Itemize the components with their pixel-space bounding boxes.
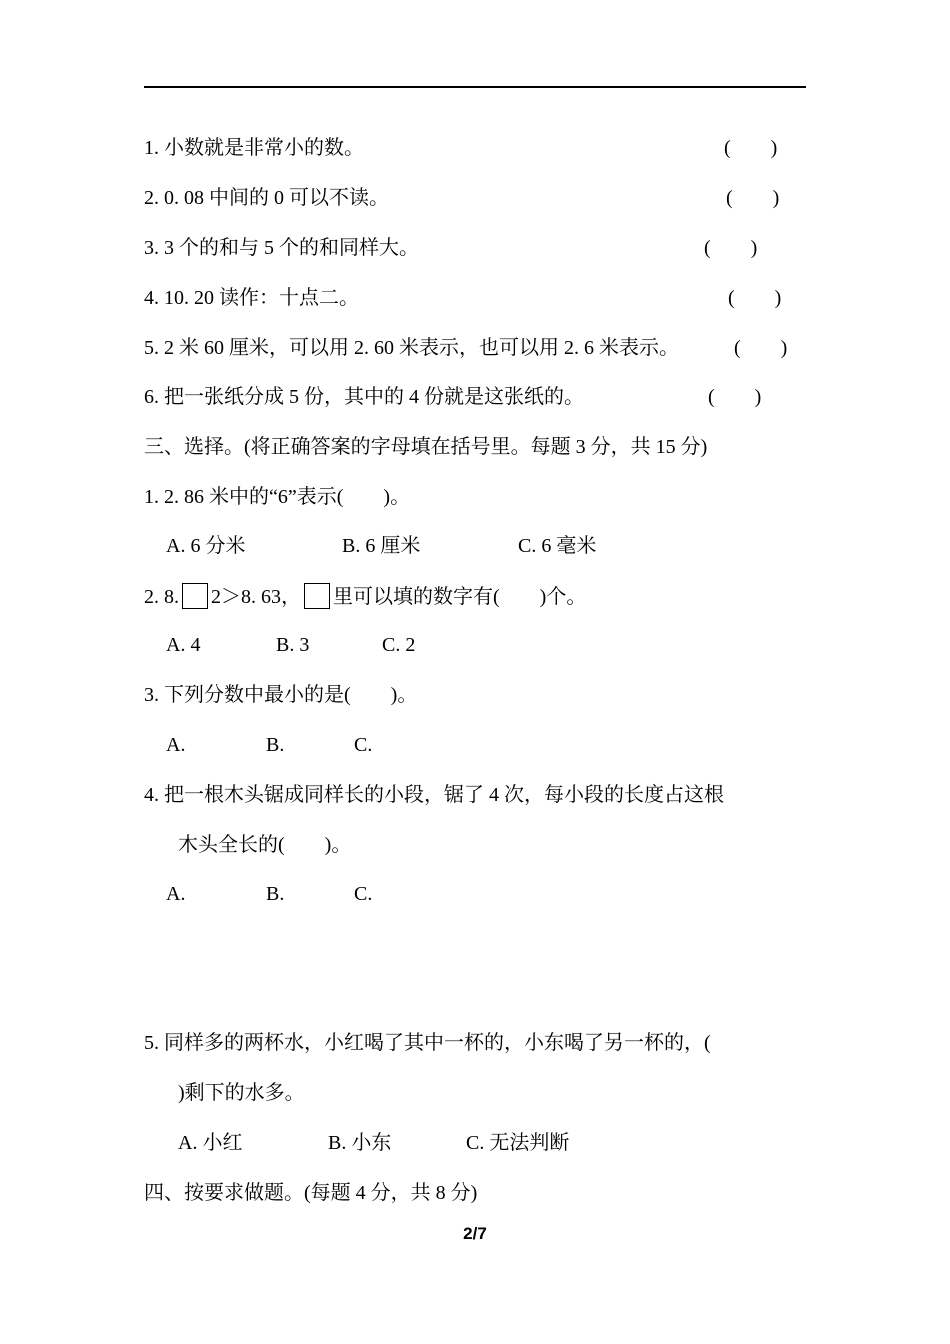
q4-option-c[interactable]: C. xyxy=(354,883,373,905)
tf-answer-5[interactable]: ( ) xyxy=(734,337,788,359)
q3-option-a[interactable]: A. xyxy=(166,734,186,756)
tf-item-4: 4. 10. 20 读作：十点二。 xyxy=(144,287,359,309)
q1-stem: 1. 2. 86 米中的“6”表示( )。 xyxy=(144,486,411,508)
q4-option-b[interactable]: B. xyxy=(266,883,285,905)
q2-option-c[interactable]: C. 2 xyxy=(382,634,416,656)
q5-option-b[interactable]: B. 小东 xyxy=(328,1132,392,1154)
tf-answer-1[interactable]: ( ) xyxy=(724,137,778,159)
q3-stem: 3. 下列分数中最小的是( )。 xyxy=(144,684,418,706)
q1-option-a[interactable]: A. 6 分米 xyxy=(166,535,246,557)
tf-answer-4[interactable]: ( ) xyxy=(728,287,782,309)
tf-item-5: 5. 2 米 60 厘米，可以用 2. 60 米表示，也可以用 2. 6 米表示。 xyxy=(144,337,679,359)
tf-answer-6[interactable]: ( ) xyxy=(708,386,762,408)
q5-option-c[interactable]: C. 无法判断 xyxy=(466,1132,570,1154)
q3-option-c[interactable]: C. xyxy=(354,734,373,756)
q5-option-a[interactable]: A. 小红 xyxy=(178,1132,243,1154)
section-3-title: 三、选择。(将正确答案的字母填在括号里。每题 3 分，共 15 分) xyxy=(144,436,708,458)
q4-option-a[interactable]: A. xyxy=(166,883,186,905)
tf-item-6: 6. 把一张纸分成 5 份，其中的 4 份就是这张纸的。 xyxy=(144,386,584,408)
q2-stem xyxy=(144,583,586,610)
tf-item-2: 2. 0. 08 中间的 0 可以不读。 xyxy=(144,187,389,209)
q2-stem-pre: 2. 8. xyxy=(144,586,179,608)
tf-item-3: 3. 3 个的和与 5 个的和同样大。 xyxy=(144,237,419,259)
section-4-title: 四、按要求做题。(每题 4 分，共 8 分) xyxy=(144,1182,478,1204)
blank-box[interactable] xyxy=(304,583,330,609)
q2-option-a[interactable]: A. 4 xyxy=(166,634,201,656)
blank-box[interactable] xyxy=(182,583,208,609)
header-rule xyxy=(144,86,806,88)
q1-option-b[interactable]: B. 6 厘米 xyxy=(342,535,421,557)
tf-item-1: 1. 小数就是非常小的数。 xyxy=(144,137,364,159)
q4-stem-line-2: 木头全长的( )。 xyxy=(178,834,352,856)
q5-stem-line-2: )剩下的水多。 xyxy=(178,1082,305,1104)
tf-answer-3[interactable]: ( ) xyxy=(704,237,758,259)
q2-option-b[interactable]: B. 3 xyxy=(276,634,310,656)
q2-stem-post: 里可以填的数字有( )个。 xyxy=(333,586,587,608)
q3-option-b[interactable]: B. xyxy=(266,734,285,756)
q1-option-c[interactable]: C. 6 毫米 xyxy=(518,535,597,557)
q4-stem-line-1: 4. 把一根木头锯成同样长的小段，锯了 4 次，每小段的长度占这根 xyxy=(144,784,724,806)
q5-stem-line-1: 5. 同样多的两杯水，小红喝了其中一杯的，小东喝了另一杯的，( xyxy=(144,1032,711,1054)
q2-stem-mid: 2＞8. 63， xyxy=(211,586,301,608)
page-number: 2/7 xyxy=(463,1224,487,1243)
tf-answer-2[interactable]: ( ) xyxy=(726,187,780,209)
